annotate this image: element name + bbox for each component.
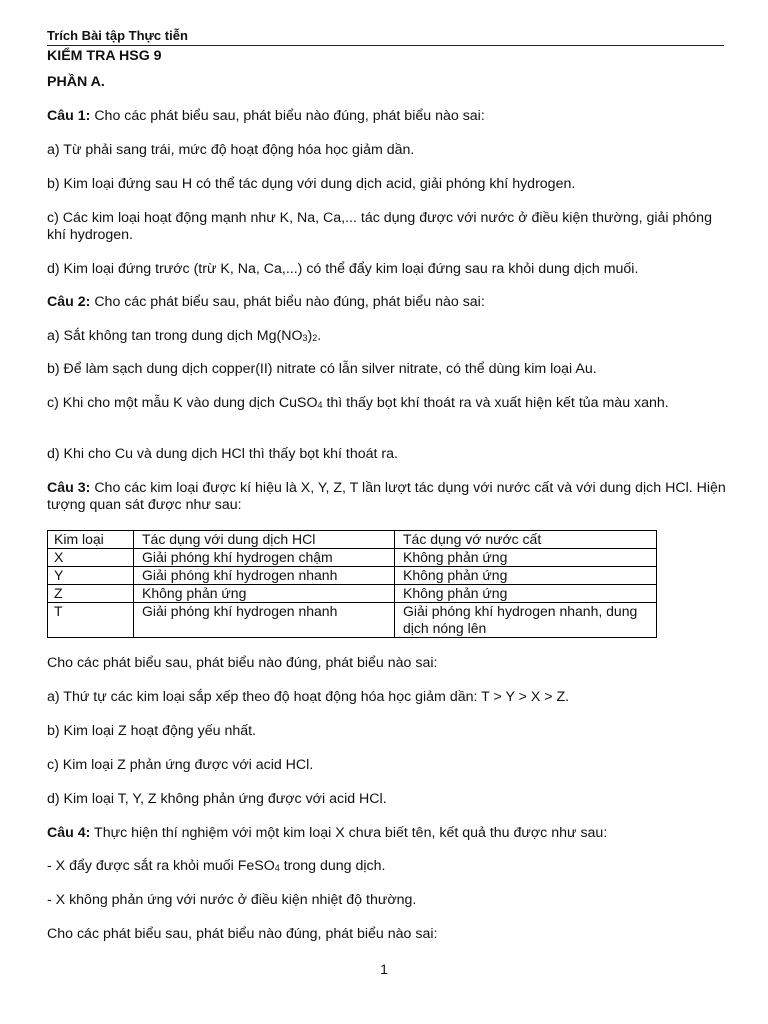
page-header: Trích Bài tập Thực tiễn [47, 28, 724, 46]
q2-option-d: d) Khi cho Cu và dung dịch HCl thì thấy bọt khí thoát ra. [47, 446, 398, 462]
q4-result-2: - X không phản ứng với nước ở điều kiện nhiệt độ thường. [47, 892, 417, 908]
q3-option-a: a) Thứ tự các kim loại sắp xếp theo độ hoạt động hóa học giảm dần: T > Y > X > Z. [47, 689, 570, 705]
metal-reaction-table [47, 530, 657, 638]
table-cell: X [48, 549, 134, 567]
table-header-cell: Tác dụng vớ nước cất [395, 531, 657, 549]
q2-label: Câu 2: [47, 294, 91, 310]
table-cell: Không phản ứng [395, 567, 657, 585]
q4-prompt [47, 825, 607, 842]
q1-label: Câu 1: [47, 108, 91, 124]
q2-option-a: a) Sắt không tan trong dung dịch $Mg(NO_3)_2$. [47, 328, 322, 344]
table-header-cell: Tác dụng với dung dịch HCl [134, 531, 395, 549]
q3-option-b: b) Kim loại Z hoạt động yếu nhất. [47, 723, 256, 739]
q3-option-c: c) Kim loại Z phản ứng được với acid HCl. [47, 757, 314, 773]
q1-prompt [47, 108, 485, 125]
table-cell: Không phản ứng [134, 585, 395, 603]
q4-followup: Cho các phát biểu sau, phát biểu nào đúng, phát biểu nào sai: [47, 926, 438, 942]
q3-followup: Cho các phát biểu sau, phát biểu nào đúng, phát biểu nào sai: [47, 655, 438, 671]
q3-option-d: d) Kim loại T, Y, Z không phản ứng được với acid HCl. [47, 791, 387, 807]
table-cell: Giải phóng khí hydrogen nhanh [134, 603, 395, 638]
page-number: 1 [380, 961, 388, 977]
q1-option-c: c) Các kim loại hoạt động mạnh như K, Na, Ca,... tác dụng được với nước ở điều kiện thường, giải phóng khí hydrogen. [47, 210, 712, 243]
table-row [48, 603, 657, 638]
q3-prompt-text: Cho các kim loại được kí hiệu là X, Y, Z, T lần lượt tác dụng với nước cất và với dung dịch HCl. Hiện tượng quan sát được như sau: [47, 480, 726, 513]
exam-title: KIỂM TRA HSG 9 [47, 48, 162, 64]
q2-option-c: c) Khi cho một mẫu K vào dung dịch CuSO$_4$ thì thấy bọt khí thoát ra và xuất hiện kết tủa màu xanh. [47, 395, 669, 411]
q4-result-1: - X đẩy được sắt ra khỏi muối FeSO$_4$ trong dung dịch. [47, 858, 386, 874]
q1-prompt-text: Cho các phát biểu sau, phát biểu nào đúng, phát biểu nào sai: [94, 108, 485, 124]
q1-option-d: d) Kim loại đứng trước (trừ K, Na, Ca,...) có thể đẩy kim loại đứng sau ra khỏi dung dịch muối. [47, 261, 639, 277]
table-cell: Giải phóng khí hydrogen chậm [134, 549, 395, 567]
table-header-cell: Kim loại [48, 531, 134, 549]
table-cell: Y [48, 567, 134, 585]
q1-option-a: a) Từ phải sang trái, mức độ hoạt động hóa học giảm dần. [47, 142, 415, 158]
table-cell: T [48, 603, 134, 638]
q2-prompt [47, 294, 485, 311]
table-cell: Giải phóng khí hydrogen nhanh, dung dịch nóng lên [395, 603, 657, 638]
table-header-row [48, 531, 657, 549]
q1-option-b: b) Kim loại đứng sau H có thể tác dụng với dung dịch acid, giải phóng khí hydrogen. [47, 176, 576, 192]
table-cell: Không phản ứng [395, 585, 657, 603]
q4-prompt-text: Thực hiện thí nghiệm với một kim loại X chưa biết tên, kết quả thu được như sau: [94, 825, 608, 841]
q3-label: Câu 3: [47, 480, 91, 496]
table-row [48, 567, 657, 585]
q2-option-b: b) Để làm sạch dung dịch copper(II) nitrate có lẫn silver nitrate, có thể dùng kim loại Au. [47, 361, 597, 377]
table-row [48, 585, 657, 603]
table-cell: Z [48, 585, 134, 603]
q3-prompt [47, 480, 727, 514]
q4-label: Câu 4: [47, 825, 91, 841]
table-row [48, 549, 657, 567]
table-cell: Giải phóng khí hydrogen nhanh [134, 567, 395, 585]
q2-prompt-text: Cho các phát biểu sau, phát biểu nào đúng, phát biểu nào sai: [94, 294, 485, 310]
table-cell: Không phản ứng [395, 549, 657, 567]
section-title: PHẦN A. [47, 74, 105, 90]
